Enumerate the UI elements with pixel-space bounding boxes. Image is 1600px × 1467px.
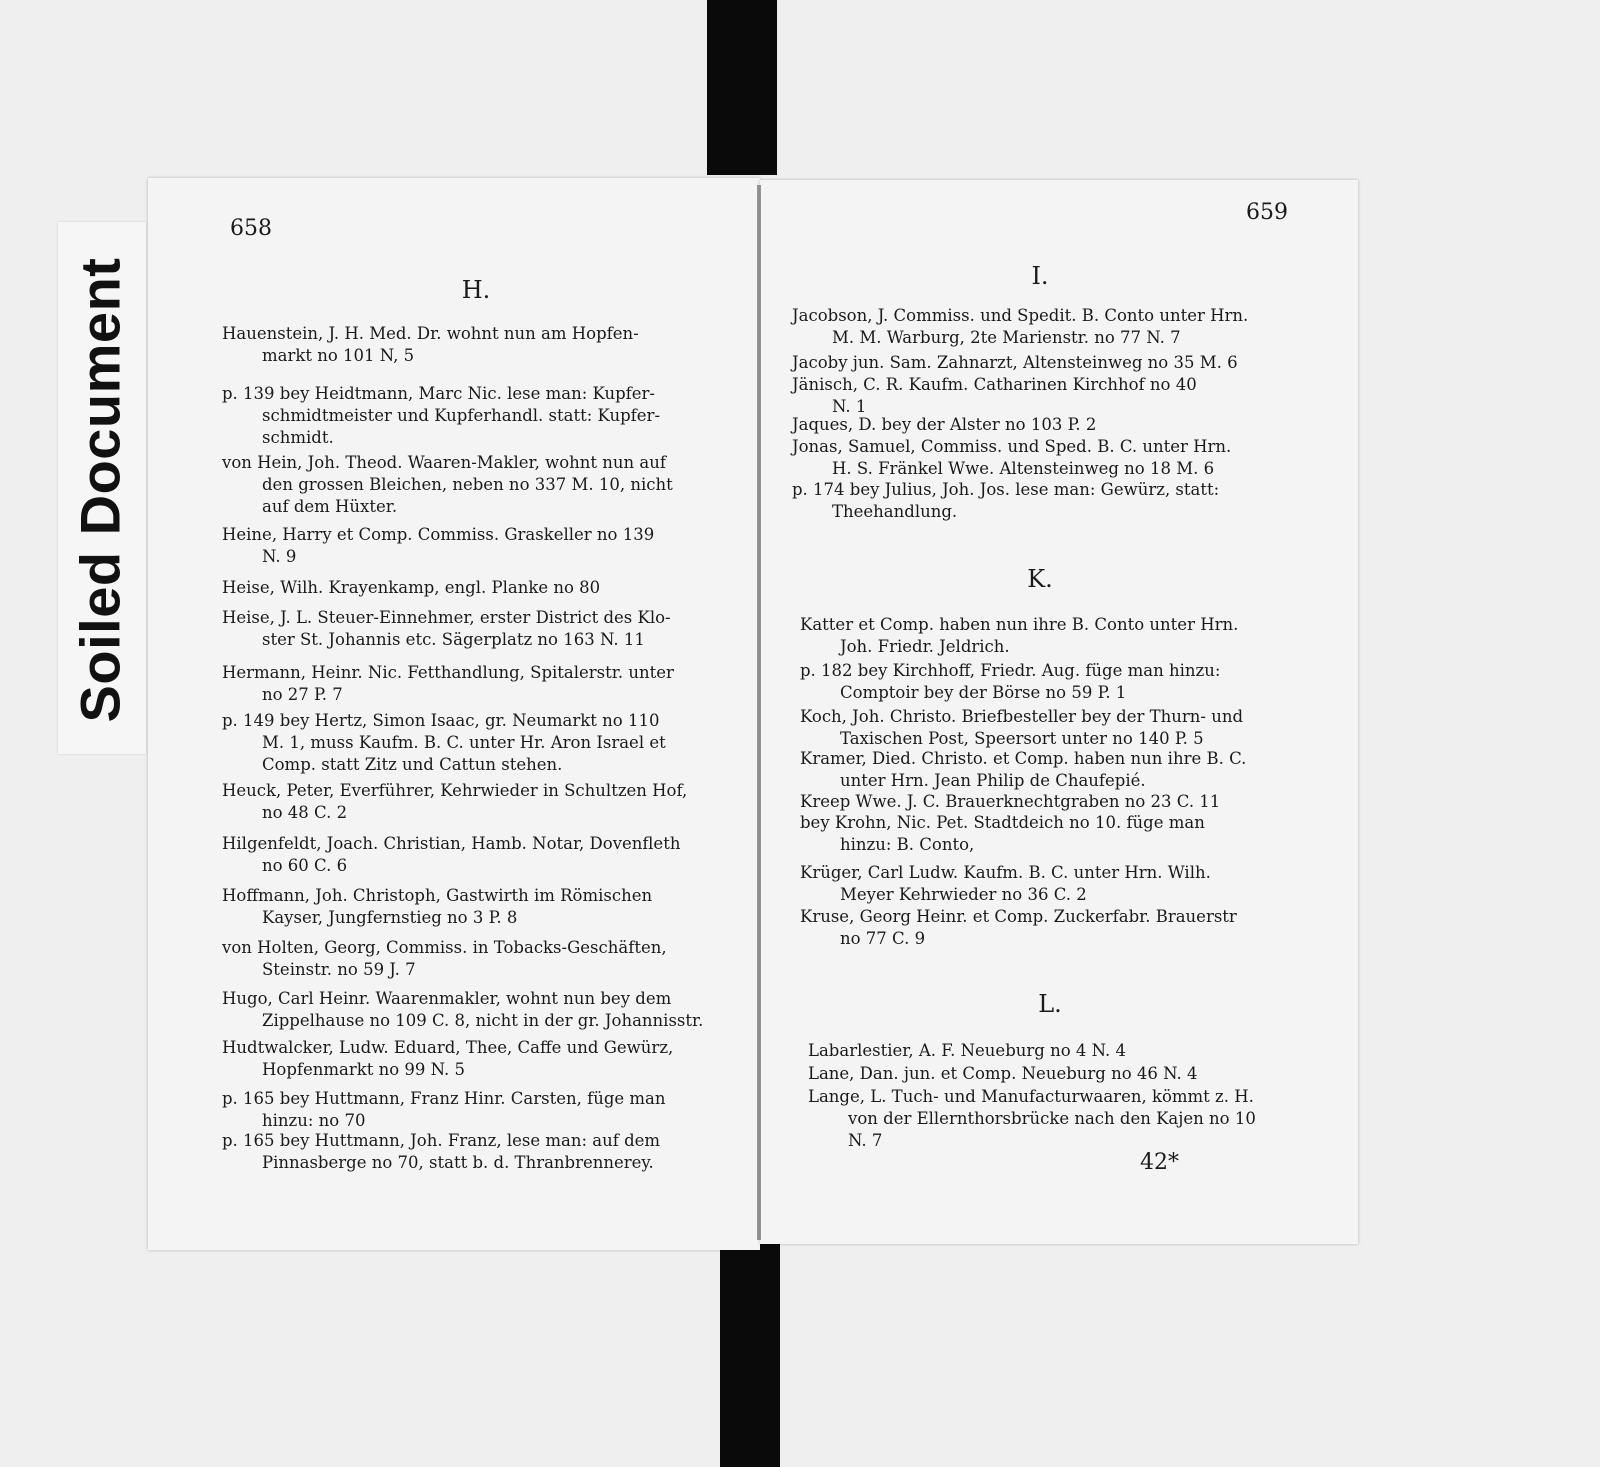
entry-line: no 27 P. 7 [262,685,343,704]
directory-entry [222,1130,660,1174]
directory-entry [800,862,1211,906]
binding-strip-bottom [720,1236,780,1467]
entry-line: Heuck, Peter, Everführer, Kehrwieder in Schultzen Hof, [222,781,688,800]
entry-line: Steinstr. no 59 J. 7 [262,960,416,979]
directory-entry [222,577,600,599]
entry-line: Katter et Comp. haben nun ihre B. Conto unter Hrn. [800,615,1239,634]
entry-line: Joh. Friedr. Jeldrich. [840,637,1010,656]
page-fold [757,185,761,1240]
entry-line: Kramer, Died. Christo. et Comp. haben nun ihre B. C. [800,749,1247,768]
directory-entry [222,607,671,651]
entry-line: no 77 C. 9 [840,929,926,948]
entry-line: Hauenstein, J. H. Med. Dr. wohnt nun am Hopfen- [222,324,639,343]
entry-line: Lange, L. Tuch- und Manufacturwaaren, kömmt z. H. [808,1087,1254,1106]
entry-line: Hopfenmarkt no 99 N. 5 [262,1060,466,1079]
entry-line: Hoffmann, Joh. Christoph, Gastwirth im Römischen [222,886,653,905]
entry-line: p. 139 bey Heidtmann, Marc Nic. lese man: Kupfer- [222,384,656,403]
directory-entry [222,710,666,776]
entry-line: N. 1 [832,397,867,416]
section-heading-h: H. [461,276,491,304]
directory-entry [222,988,703,1032]
directory-entry [800,906,1237,950]
directory-entry [792,305,1248,349]
directory-entry [222,662,674,706]
entry-line: Jacoby jun. Sam. Zahnarzt, Altensteinweg no 35 M. 6 [792,353,1238,372]
directory-entry [222,452,673,518]
directory-entry [808,1040,1126,1062]
directory-entry [792,479,1219,523]
entry-line: Taxischen Post, Speersort unter no 140 P. 5 [840,729,1204,748]
signature-mark: 42* [1140,1150,1179,1175]
directory-entry [222,833,680,877]
entry-line: Hermann, Heinr. Nic. Fetthandlung, Spitalerstr. unter [222,663,674,682]
directory-entry [222,1037,673,1081]
entry-line: p. 165 bey Huttmann, Franz Hinr. Carsten, füge man [222,1089,666,1108]
entry-line: bey Krohn, Nic. Pet. Stadtdeich no 10. füge man [800,813,1205,832]
directory-entry [222,524,654,568]
entry-line: p. 149 bey Hertz, Simon Isaac, gr. Neumarkt no 110 [222,711,660,730]
entry-line: no 60 C. 6 [262,856,348,875]
entry-line: markt no 101 N, 5 [262,346,415,365]
document-label: Soiled Document [68,257,132,723]
entry-line: Kruse, Georg Heinr. et Comp. Zuckerfabr. Brauerstr [800,907,1237,926]
directory-entry [792,414,1096,436]
entry-line: M. M. Warburg, 2te Marienstr. no 77 N. 7 [832,328,1181,347]
entry-line: Jonas, Samuel, Commiss. und Sped. B. C. unter Hrn. [792,437,1232,456]
entry-line: no 48 C. 2 [262,803,348,822]
entry-line: Hugo, Carl Heinr. Waarenmakler, wohnt nun bey dem [222,989,672,1008]
entry-line: Koch, Joh. Christo. Briefbesteller bey der Thurn- und [800,707,1244,726]
entry-line: Hudtwalcker, Ludw. Eduard, Thee, Caffe und Gewürz, [222,1038,674,1057]
right-page-number: 659 [1246,200,1288,225]
entry-line: Kayser, Jungfernstieg no 3 P. 8 [262,908,518,927]
entry-line: N. 9 [262,547,297,566]
directory-entry [222,383,660,449]
directory-entry [808,1086,1256,1152]
directory-entry [792,436,1231,480]
entry-line: unter Hrn. Jean Philip de Chaufepié. [840,771,1146,790]
entry-line: schmidtmeister und Kupferhandl. statt: Kupfer- [262,406,661,425]
directory-entry [222,885,652,929]
directory-entry [222,1088,666,1132]
directory-entry [222,323,639,367]
entry-line: von Holten, Georg, Commiss. in Tobacks-Geschäften, [222,938,667,957]
directory-entry [792,374,1197,418]
entry-line: schmidt. [262,428,334,447]
entry-line: Comptoir bey der Börse no 59 P. 1 [840,683,1127,702]
binding-strip-top [707,0,777,175]
entry-line: M. 1, muss Kaufm. B. C. unter Hr. Aron Israel et [262,733,666,752]
entry-line: Jacobson, J. Commiss. und Spedit. B. Conto unter Hrn. [792,306,1249,325]
directory-entry [222,937,667,981]
entry-line: Theehandlung. [832,502,958,521]
directory-entry [800,706,1243,750]
entry-line: Meyer Kehrwieder no 36 C. 2 [840,885,1087,904]
entry-line: Jänisch, C. R. Kaufm. Catharinen Kirchhof no 40 [792,375,1197,394]
directory-entry [800,791,1220,813]
entry-line: H. S. Fränkel Wwe. Altensteinweg no 18 M. 6 [832,459,1215,478]
entry-line: Krüger, Carl Ludw. Kaufm. B. C. unter Hrn. Wilh. [800,863,1211,882]
entry-line: Pinnasberge no 70, statt b. d. Thranbrennerey. [262,1153,654,1172]
entry-line: auf dem Hüxter. [262,497,398,516]
entry-line: p. 182 bey Kirchhoff, Friedr. Aug. füge man hinzu: [800,661,1221,680]
entry-line: N. 7 [848,1131,883,1150]
entry-line: Kreep Wwe. J. C. Brauerknechtgraben no 23 C. 11 [800,792,1221,811]
entry-line: hinzu: B. Conto, [840,835,975,854]
entry-line: Lane, Dan. jun. et Comp. Neueburg no 46 N. 4 [808,1064,1198,1083]
entry-line: Heise, Wilh. Krayenkamp, engl. Planke no 80 [222,578,601,597]
left-page-number: 658 [230,216,272,241]
entry-line: Heine, Harry et Comp. Commiss. Graskeller no 139 [222,525,655,544]
entry-line: ster St. Johannis etc. Sägerplatz no 163 N. 11 [262,630,645,649]
entry-line: Heise, J. L. Steuer-Einnehmer, erster District des Klo- [222,608,671,627]
entry-line: Zippelhause no 109 C. 8, nicht in der gr. Johannisstr. [262,1011,704,1030]
entry-line: von der Ellernthorsbrücke nach den Kajen no 10 [848,1109,1256,1128]
section-heading-k: K. [1027,565,1053,593]
section-heading-i: I. [1031,262,1049,290]
directory-entry [222,780,687,824]
entry-line: Hilgenfeldt, Joach. Christian, Hamb. Notar, Dovenfleth [222,834,681,853]
entry-line: Jaques, D. bey der Alster no 103 P. 2 [792,415,1097,434]
directory-entry [800,614,1238,658]
section-heading-l: L. [1038,990,1062,1018]
directory-entry [800,660,1220,704]
entry-line: hinzu: no 70 [262,1111,366,1130]
entry-line: Comp. statt Zitz und Cattun stehen. [262,755,563,774]
entry-line: p. 174 bey Julius, Joh. Jos. lese man: Gewürz, statt: [792,480,1220,499]
directory-entry [808,1063,1198,1085]
entry-line: von Hein, Joh. Theod. Waaren-Makler, wohnt nun auf [222,453,666,472]
entry-line: den grossen Bleichen, neben no 337 M. 10, nicht [262,475,673,494]
directory-entry [792,352,1238,374]
directory-entry [800,748,1246,792]
directory-entry [800,812,1205,856]
entry-line: p. 165 bey Huttmann, Joh. Franz, lese man: auf dem [222,1131,661,1150]
entry-line: Labarlestier, A. F. Neueburg no 4 N. 4 [808,1041,1126,1060]
